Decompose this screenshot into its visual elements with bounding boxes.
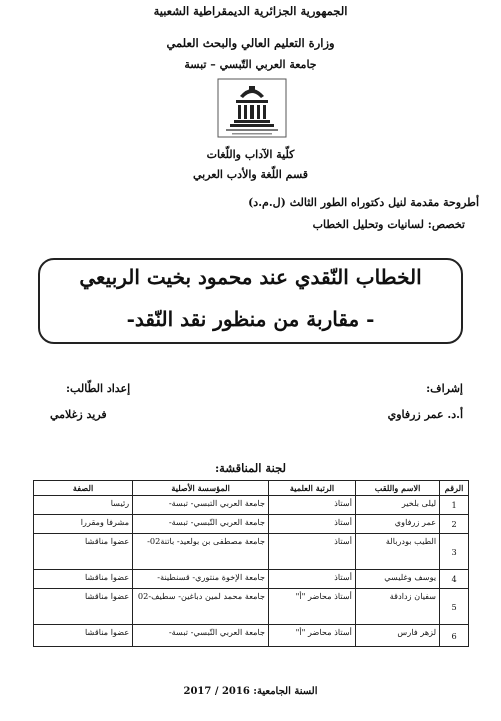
supervisor-name: أ.د. عمر زرفاوي [387,408,463,421]
member-rank: أستاذ [269,515,356,534]
member-name: لزهر فارس [355,625,439,647]
prepared-by-label: إعداد الطّالب: [66,382,131,395]
committee-header-row [34,481,469,496]
row-number: 2 [440,515,469,534]
member-institution: جامعة العربي التبسي- تبسة- [133,496,269,515]
member-rank: أستاذ محاضر "أ" [269,589,356,625]
row-number: 1 [440,496,469,515]
university-logo [210,78,294,138]
table-row [34,534,469,570]
header-role: الصفة [34,481,133,496]
student-name: فريد زغلامي [50,408,107,421]
member-name: ليلى بلخير [355,496,439,515]
member-role: عضوا مناقشا [34,589,133,625]
academic-year: السنة الجامعية: 2016 / 2017 [183,686,318,697]
member-name: الطيب بودربالة [355,534,439,570]
table-row [34,496,469,515]
ministry-name: وزارة التعليم العالي والبحث العلمي [166,36,335,50]
table-row [34,625,469,647]
member-name: عمر زرفاوي [355,515,439,534]
member-rank: أستاذ [269,496,356,515]
thesis-subtitle: - مقاربة من منظور نقد النّقد- [126,307,375,331]
department-name: قسم اللّغة والأدب العربي [192,168,309,181]
committee-table [33,480,469,647]
header-institution: المؤسسة الأصلية [133,481,269,496]
member-institution: جامعة العربي التّبسي- تبسة- [133,515,269,534]
row-number: 4 [440,570,469,589]
member-name: يوسف وغليسي [355,570,439,589]
member-institution: جامعة الإخوة منتوري- قسنطينة- [133,570,269,589]
member-role: عضوا مناقشا [34,570,133,589]
thesis-title: الخطاب النّقدي عند محمود بخيت الربيعي [79,265,422,289]
header-name: الاسم واللقب [355,481,439,496]
university-name: جامعة العربي التّبسي – تبسة [184,58,317,71]
row-number: 3 [440,534,469,570]
table-row [34,515,469,534]
republic-name: الجمهورية الجزائرية الديمقراطية الشعبية [153,4,348,18]
table-row [34,589,469,625]
member-institution: جامعة العربي التّبسي- تبسة- [133,625,269,647]
faculty-name: كلّية الآداب واللّغات [206,148,295,161]
supervision-label: إشراف: [426,382,463,395]
member-rank: أستاذ محاضر "أ" [269,625,356,647]
member-rank: أستاذ [269,534,356,570]
degree-statement: أطروحة مقدمة لنيل دكتوراه الطور الثالث (ل.م.د) [248,196,479,209]
member-role: عضوا مناقشا [34,534,133,570]
committee-title: لجنة المناقشة: [214,461,286,475]
member-name: سفيان زدادقة [355,589,439,625]
member-rank: أستاذ [269,570,356,589]
member-role: مشرفا ومقررا [34,515,133,534]
table-row [34,570,469,589]
row-number: 6 [440,625,469,647]
header-number: الرقم [440,481,469,496]
member-institution: جامعة مصطفى بن بولعيد- باتنة02- [133,534,269,570]
university-logo-icon [210,78,294,138]
row-number: 5 [440,589,469,625]
header-rank: الرتبة العلمية [269,481,356,496]
member-role: عضوا مناقشا [34,625,133,647]
member-role: رئيسا [34,496,133,515]
member-institution: جامعة محمد لمين دباغين- سطيف-02 [133,589,269,625]
specialty: تخصص: لسانيات وتحليل الخطاب [312,218,465,231]
